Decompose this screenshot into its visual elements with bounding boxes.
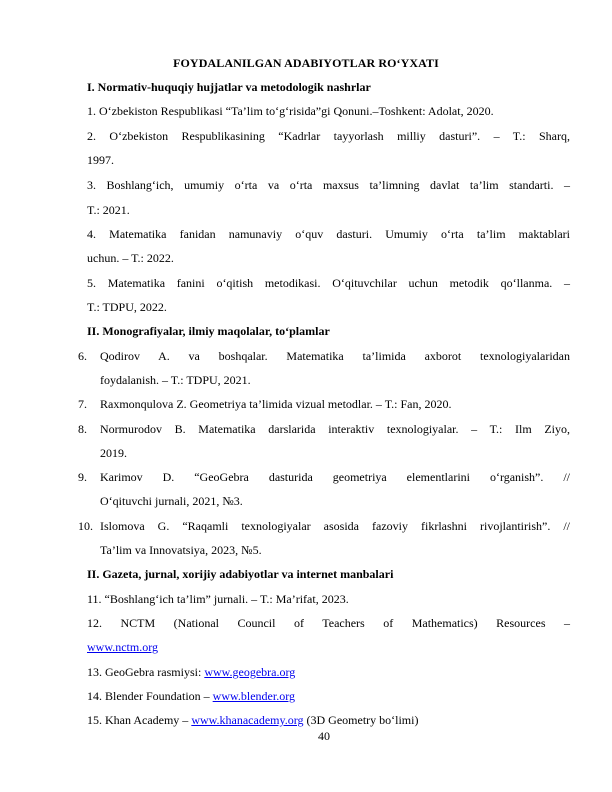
list-item-15-text: 15. Khan Academy – xyxy=(87,713,192,727)
list-item-12: 12. NCTM (National Council of Teachers of Mathematics) Resources – xyxy=(87,616,570,630)
geogebra-link[interactable]: www.geogebra.org xyxy=(204,665,296,679)
khanacademy-link[interactable]: www.khanacademy.org xyxy=(191,713,304,727)
list-item-12-cont xyxy=(87,640,158,655)
list-item-9: Karimov D. “GeoGebra dasturida geometriya elementlarini o‘rganish”. // xyxy=(100,470,570,484)
list-item-2: 2. O‘zbekiston Respublikasining “Kadrlar tayyorlash milliy dasturi”. – T.: Sharq, xyxy=(87,129,570,143)
section-2-heading: II. Monografiyalar, ilmiy maqolalar, to‘plamlar xyxy=(87,324,330,338)
list-item-6: Qodirov A. va boshqalar. Matematika ta’limida axborot texnologiyalaridan xyxy=(100,349,570,363)
section-1-heading: I. Normativ-huquqiy hujjatlar va metodologik nashrlar xyxy=(87,80,371,94)
list-number-9: 9. xyxy=(78,470,87,484)
list-item-5: 5. Matematika fanini o‘qitish metodikasi. O‘qituvchilar uchun metodik qo‘llanma. – xyxy=(87,276,570,290)
list-item-10: Islomova G. “Raqamli texnologiyalar asosida fazoviy fikrlashni rivojlantirish”. // xyxy=(100,519,570,533)
list-item-11: 11. “Boshlang‘ich ta’lim” jurnali. – T.: Ma’rifat, 2023. xyxy=(87,592,349,606)
list-item-8: Normurodov B. Matematika darslarida interaktiv texnologiyalar. – T.: Ilm Ziyo, xyxy=(100,422,570,436)
list-item-4-cont: uchun. – T.: 2022. xyxy=(87,251,174,265)
list-item-15-suffix: (3D Geometry bo‘limi) xyxy=(303,713,419,727)
page-title: FOYDALANILGAN ADABIYOTLAR RO‘YXATI xyxy=(173,56,439,70)
list-item-13-text: 13. GeoGebra rasmiysi: xyxy=(87,665,205,679)
list-item-4: 4. Matematika fanidan namunaviy o‘quv dasturi. Umumiy o‘rta ta’lim maktablari xyxy=(87,227,570,241)
list-item-7: Raxmonqulova Z. Geometriya ta’limida vizual metodlar. – T.: Fan, 2020. xyxy=(100,397,452,411)
page-number: 40 xyxy=(318,729,330,743)
section-3-heading: II. Gazeta, jurnal, xorijiy adabiyotlar va internet manbalari xyxy=(87,567,394,581)
list-item-1: 1. O‘zbekiston Respublikasi “Ta’lim to‘g‘risida”gi Qonuni.–Toshkent: Adolat, 2020. xyxy=(87,104,494,118)
list-item-14 xyxy=(87,689,295,704)
list-number-10: 10. xyxy=(78,519,93,533)
list-item-5-cont: T.: TDPU, 2022. xyxy=(87,300,167,314)
list-item-3: 3. Boshlang‘ich, umumiy o‘rta va o‘rta maxsus ta’limning davlat ta’lim standarti. – xyxy=(87,178,570,192)
list-number-6: 6. xyxy=(78,349,87,363)
list-item-2-cont: 1997. xyxy=(87,153,114,167)
list-item-9-cont: O‘qituvchi jurnali, 2021, №3. xyxy=(100,494,243,508)
list-item-8-cont: 2019. xyxy=(100,446,127,460)
list-item-3-cont: T.: 2021. xyxy=(87,203,130,217)
blender-link[interactable]: www.blender.org xyxy=(212,689,295,703)
list-item-13 xyxy=(87,665,295,680)
list-item-10-cont: Ta’lim va Innovatsiya, 2023, №5. xyxy=(100,543,262,557)
list-item-14-text: 14. Blender Foundation – xyxy=(87,689,213,703)
list-item-6-cont: foydalanish. – T.: TDPU, 2021. xyxy=(100,373,251,387)
list-number-7: 7. xyxy=(78,397,87,411)
list-number-8: 8. xyxy=(78,422,87,436)
nctm-link[interactable]: www.nctm.org xyxy=(87,640,158,654)
list-item-15 xyxy=(87,713,418,728)
